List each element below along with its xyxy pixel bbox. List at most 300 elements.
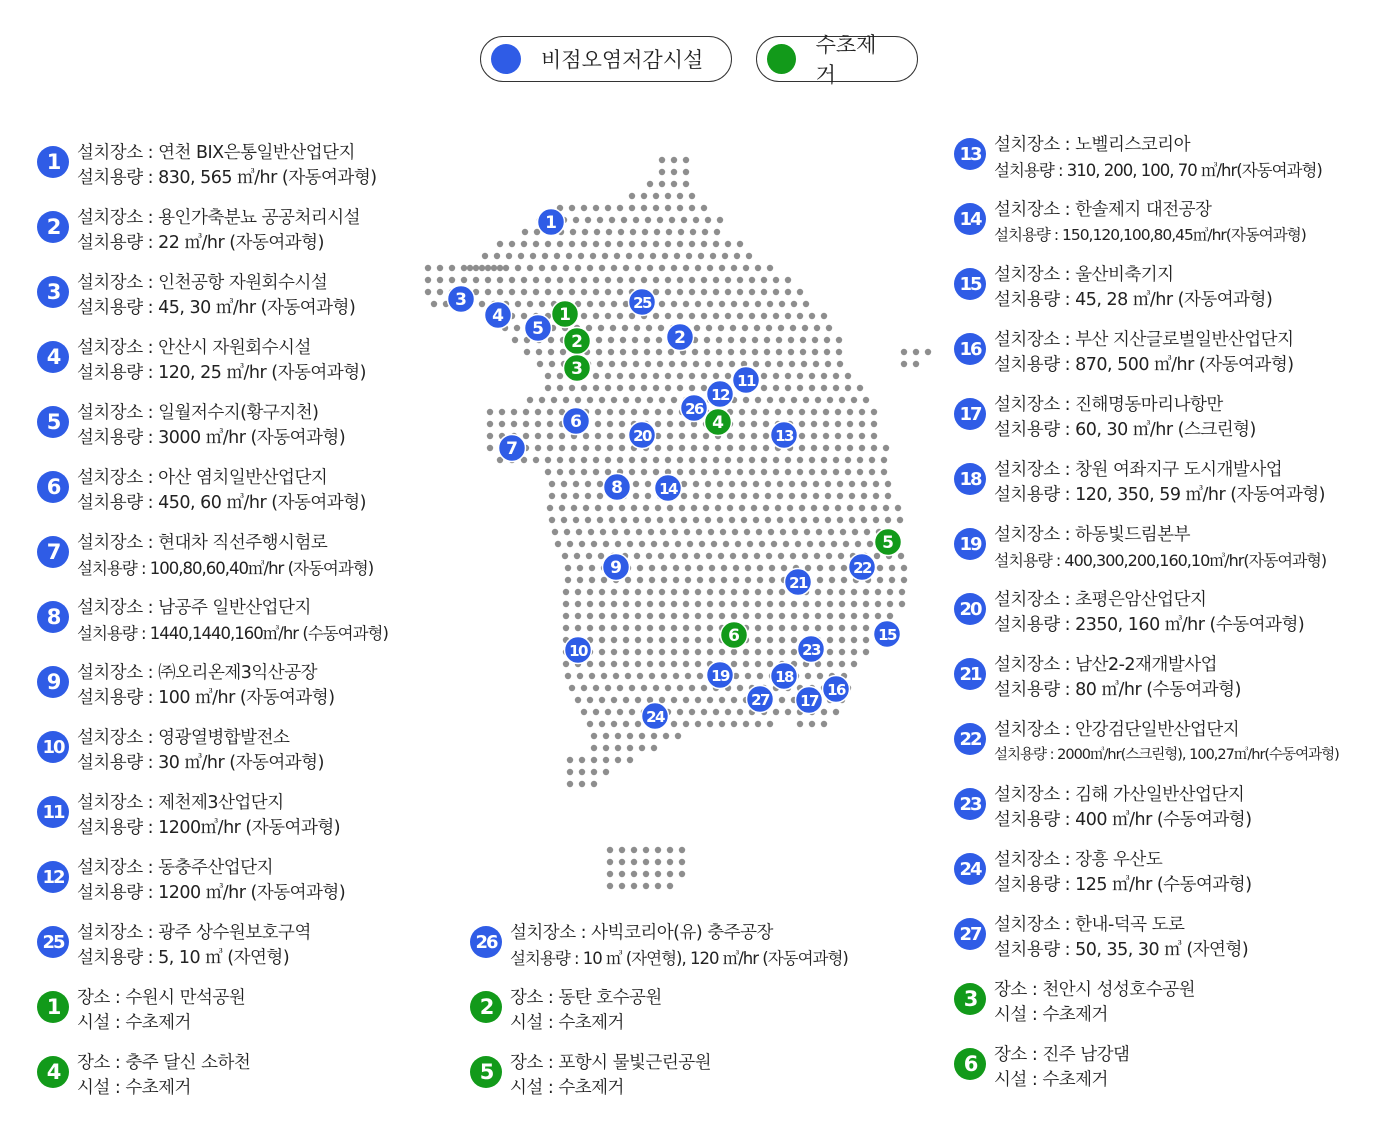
map-dot: [570, 229, 576, 235]
map-dot: [581, 469, 587, 475]
map-dot: [597, 481, 603, 487]
map-dot: [755, 301, 761, 307]
map-dot: [623, 721, 629, 727]
map-dot: [697, 565, 703, 571]
map-dot: [521, 277, 527, 283]
map-dot: [803, 301, 809, 307]
map-dot: [837, 481, 843, 487]
map-dot: [901, 565, 907, 571]
map-dot: [485, 265, 491, 271]
map-dot: [635, 697, 641, 703]
map-dot: [611, 721, 617, 727]
marker-label: 12: [711, 386, 729, 404]
map-dot: [719, 589, 725, 595]
map-dot: [597, 493, 603, 499]
map-dot: [653, 385, 659, 391]
map-dot: [653, 457, 659, 463]
entry-number-badge: 4: [37, 341, 69, 373]
map-dot: [835, 409, 841, 415]
entry-capacity: 설치용량 : 400 ㎥/hr (수동여과형): [994, 810, 1252, 830]
entry-place: 설치장소 : 하동빛드림본부: [994, 525, 1190, 545]
map-dot: [595, 421, 601, 427]
entry-number-badge: 18: [954, 463, 986, 495]
map-dot: [705, 361, 711, 367]
map-dot: [655, 883, 661, 889]
map-dot: [728, 349, 734, 355]
map-dot: [617, 385, 623, 391]
map-dot: [587, 613, 593, 619]
map-dot: [763, 445, 769, 451]
entry-number-badge: 19: [954, 528, 986, 560]
map-dot: [746, 253, 752, 259]
map-dot: [701, 373, 707, 379]
map-dot: [669, 217, 675, 223]
map-dot: [693, 481, 699, 487]
map-dot: [775, 409, 781, 415]
map-dot: [637, 577, 643, 583]
marker-label: 4: [492, 306, 504, 326]
map-dot: [703, 445, 709, 451]
map-dot: [629, 709, 635, 715]
map-dot: [629, 205, 635, 211]
map-dot: [563, 613, 569, 619]
entry-facility: 시설 : 수초제거: [510, 1078, 624, 1098]
map-dot: [655, 847, 661, 853]
map-dot: [851, 649, 857, 655]
map-dot: [621, 361, 627, 367]
map-dot: [689, 241, 695, 247]
map-dot: [667, 433, 673, 439]
map-dot: [821, 721, 827, 727]
map-dot: [689, 193, 695, 199]
map-dot: [871, 409, 877, 415]
map-dot: [825, 517, 831, 523]
map-dot: [767, 397, 773, 403]
map-dot: [779, 613, 785, 619]
map-dot: [776, 349, 782, 355]
map-dot: [755, 649, 761, 655]
map-dot: [671, 157, 677, 163]
entry-number-badge: 21: [954, 658, 986, 690]
map-dot: [623, 661, 629, 667]
map-dot: [679, 433, 685, 439]
map-dot: [535, 433, 541, 439]
map-dot: [783, 541, 789, 547]
map-dot: [773, 289, 779, 295]
map-dot: [913, 361, 919, 367]
map-dot: [575, 697, 581, 703]
map-dot: [777, 493, 783, 499]
map-dot: [603, 745, 609, 751]
map-dot: [725, 289, 731, 295]
map-dot: [659, 157, 665, 163]
map-dot: [623, 649, 629, 655]
map-dot: [561, 493, 567, 499]
map-dot: [863, 649, 869, 655]
map-dot: [811, 421, 817, 427]
map-dot: [661, 565, 667, 571]
map-dot: [901, 349, 907, 355]
map-dot: [673, 577, 679, 583]
map-dot: [659, 637, 665, 643]
entry-facility: 시설 : 수초제거: [994, 1005, 1108, 1025]
map-dot: [833, 385, 839, 391]
map-dot: [797, 313, 803, 319]
map-dot: [845, 457, 851, 463]
map-dot: [679, 445, 685, 451]
map-dot: [852, 529, 858, 535]
map-dot: [779, 649, 785, 655]
map-dot: [698, 253, 704, 259]
map-dot: [817, 577, 823, 583]
map-dot: [839, 625, 845, 631]
map-dot: [881, 457, 887, 463]
map-dot: [837, 493, 843, 499]
map-dot: [559, 505, 565, 511]
map-dot: [515, 265, 521, 271]
map-dot: [763, 409, 769, 415]
removal-marker: [721, 622, 748, 649]
map-dot: [751, 433, 757, 439]
map-dot: [659, 301, 665, 307]
map-dot: [691, 433, 697, 439]
map-dot: [816, 529, 822, 535]
map-dot: [733, 577, 739, 583]
entry-capacity: 설치용량 : 125 ㎥/hr (수동여과형): [994, 875, 1252, 895]
entry-number-badge: 3: [37, 276, 69, 308]
map-dot: [499, 409, 505, 415]
map-dot: [669, 361, 675, 367]
map-dot: [523, 409, 529, 415]
map-dot: [861, 517, 867, 523]
map-dot: [605, 313, 611, 319]
entry-place: 장소 : 충주 달신 소하천: [77, 1053, 251, 1073]
map-dot: [579, 541, 585, 547]
map-dot: [761, 457, 767, 463]
map-dot: [843, 541, 849, 547]
map-dot: [677, 241, 683, 247]
map-dot: [645, 481, 651, 487]
entry-capacity: 설치용량 : 2000㎥/hr(스크린형), 100,27㎥/hr(수동여과형): [994, 747, 1339, 763]
map-dot: [626, 253, 632, 259]
map-dot: [659, 397, 665, 403]
map-dot: [667, 871, 673, 877]
map-dot: [739, 421, 745, 427]
map-dot: [627, 757, 633, 763]
map-dot: [563, 265, 569, 271]
entry-number-badge: 15: [954, 268, 986, 300]
map-dot: [871, 505, 877, 511]
marker-label: 11: [737, 372, 755, 390]
map-dot: [883, 505, 889, 511]
map-dot: [715, 505, 721, 511]
map-dot: [754, 553, 760, 559]
map-dot: [629, 385, 635, 391]
map-dot: [557, 373, 563, 379]
facility-marker: [667, 324, 694, 351]
map-dot: [527, 265, 533, 271]
map-dot: [565, 577, 571, 583]
map-dot: [713, 277, 719, 283]
entry-number-badge: 24: [954, 853, 986, 885]
map-dot: [727, 445, 733, 451]
map-dot: [731, 601, 737, 607]
map-dot: [901, 361, 907, 367]
map-dot: [599, 613, 605, 619]
map-dot: [743, 601, 749, 607]
map-dot: [849, 493, 855, 499]
map-dot: [683, 265, 689, 271]
map-dot: [827, 589, 833, 595]
map-dot: [655, 409, 661, 415]
map-dot: [673, 673, 679, 679]
map-dot: [694, 553, 700, 559]
map-dot: [847, 433, 853, 439]
map-dot: [561, 517, 567, 523]
map-dot: [581, 289, 587, 295]
entry-capacity: 설치용량 : 2350, 160 ㎥/hr (수동여과형): [994, 615, 1305, 635]
map-dot: [548, 349, 554, 355]
map-dot: [611, 697, 617, 703]
map-dot: [607, 433, 613, 439]
map-dot: [693, 361, 699, 367]
map-dot: [615, 745, 621, 751]
map-dot: [705, 517, 711, 523]
map-dot: [425, 265, 431, 271]
map-dot: [836, 337, 842, 343]
map-dot: [587, 601, 593, 607]
map-dot: [545, 289, 551, 295]
map-dot: [655, 421, 661, 427]
map-dot: [811, 409, 817, 415]
map-dot: [653, 373, 659, 379]
map-dot: [487, 409, 493, 415]
map-dot: [648, 529, 654, 535]
map-dot: [671, 589, 677, 595]
map-dot: [755, 661, 761, 667]
map-dot: [802, 325, 808, 331]
map-dot: [653, 241, 659, 247]
map-dot: [754, 325, 760, 331]
map-dot: [737, 277, 743, 283]
map-dot: [672, 529, 678, 535]
map-dot: [730, 553, 736, 559]
map-dot: [487, 421, 493, 427]
map-dot: [623, 625, 629, 631]
map-dot: [701, 313, 707, 319]
map-dot: [535, 421, 541, 427]
map-dot: [829, 565, 835, 571]
map-dot: [823, 421, 829, 427]
map-dot: [548, 337, 554, 343]
map-dot: [605, 205, 611, 211]
map-dot: [615, 757, 621, 763]
map-dot: [613, 673, 619, 679]
map-dot: [665, 277, 671, 283]
map-dot: [790, 553, 796, 559]
map-dot: [659, 625, 665, 631]
map-dot: [599, 721, 605, 727]
map-dot: [811, 445, 817, 451]
map-dot: [635, 601, 641, 607]
map-dot: [630, 229, 636, 235]
map-dot: [593, 457, 599, 463]
entry-number-badge: 5: [37, 406, 69, 438]
map-dot: [814, 325, 820, 331]
map-dot: [779, 589, 785, 595]
map-dot: [667, 409, 673, 415]
map-dot: [821, 709, 827, 715]
map-dot: [899, 589, 905, 595]
map-dot: [533, 277, 539, 283]
entry-number-badge: 22: [954, 723, 986, 755]
map-dot: [789, 493, 795, 499]
map-dot: [599, 589, 605, 595]
map-dot: [742, 553, 748, 559]
map-dot: [635, 589, 641, 595]
map-dot: [671, 661, 677, 667]
map-dot: [721, 565, 727, 571]
map-dot: [671, 397, 677, 403]
map-dot: [839, 661, 845, 667]
map-dot: [549, 517, 555, 523]
map-dot: [671, 637, 677, 643]
entry-number-badge: 12: [37, 861, 69, 893]
map-dot: [655, 505, 661, 511]
map-dot: [582, 229, 588, 235]
map-dot: [813, 493, 819, 499]
map-dot: [667, 847, 673, 853]
entry-place: 설치장소 : 진해명동마리나항만: [994, 395, 1223, 415]
entry-number-badge: 1: [37, 991, 69, 1023]
map-dot: [576, 529, 582, 535]
facility-marker: [604, 474, 631, 501]
map-dot: [557, 457, 563, 463]
map-dot: [812, 337, 818, 343]
map-dot: [487, 433, 493, 439]
map-dot: [595, 433, 601, 439]
map-dot: [761, 289, 767, 295]
map-dot: [671, 601, 677, 607]
map-dot: [720, 529, 726, 535]
map-dot: [827, 661, 833, 667]
marker-label: 15: [878, 626, 896, 644]
map-dot: [913, 349, 919, 355]
map-dot: [743, 265, 749, 271]
entry-number-badge: 17: [954, 398, 986, 430]
map-dot: [689, 457, 695, 463]
map-dot: [703, 433, 709, 439]
map-dot: [689, 385, 695, 391]
map-dot: [681, 517, 687, 523]
map-dot: [859, 505, 865, 511]
map-dot: [781, 565, 787, 571]
map-dot: [767, 265, 773, 271]
map-dot: [874, 553, 880, 559]
entry-capacity: 설치용량 : 120, 25 ㎥/hr (자동여과형): [77, 363, 366, 383]
map-dot: [533, 241, 539, 247]
map-dot: [677, 205, 683, 211]
map-dot: [861, 481, 867, 487]
map-dot: [581, 457, 587, 463]
map-dot: [817, 565, 823, 571]
entry-capacity: 설치용량 : 80 ㎥/hr (수동여과형): [994, 680, 1241, 700]
map-dot: [753, 493, 759, 499]
map-dot: [815, 625, 821, 631]
entry-place: 설치장소 : 남공주 일반산업단지: [77, 598, 311, 618]
map-dot: [671, 625, 677, 631]
map-dot: [779, 397, 785, 403]
map-dot: [594, 229, 600, 235]
map-dot: [719, 721, 725, 727]
map-dot: [659, 265, 665, 271]
map-dot: [766, 325, 772, 331]
map-dot: [901, 577, 907, 583]
map-dot: [785, 289, 791, 295]
map-dot: [707, 301, 713, 307]
map-dot: [612, 529, 618, 535]
map-dot: [743, 589, 749, 595]
marker-label: 6: [728, 626, 740, 646]
map-dot: [657, 361, 663, 367]
entry-number-badge: 16: [954, 333, 986, 365]
map-dot: [713, 709, 719, 715]
map-dot: [658, 325, 664, 331]
entry-number-badge: 13: [954, 138, 986, 170]
map-dot: [863, 397, 869, 403]
map-dot: [600, 529, 606, 535]
map-dot: [690, 229, 696, 235]
map-dot: [859, 445, 865, 451]
map-dot: [571, 505, 577, 511]
map-dot: [857, 385, 863, 391]
map-dot: [742, 325, 748, 331]
map-dot: [739, 433, 745, 439]
map-dot: [791, 625, 797, 631]
map-dot: [461, 277, 467, 283]
map-dot: [667, 505, 673, 511]
map-dot: [515, 301, 521, 307]
map-dot: [838, 553, 844, 559]
map-dot: [887, 613, 893, 619]
marker-label: 23: [802, 641, 820, 659]
map-dot: [655, 445, 661, 451]
entry-capacity: 설치용량 : 45, 30 ㎥/hr (자동여과형): [77, 298, 356, 318]
map-dot: [749, 313, 755, 319]
map-dot: [861, 493, 867, 499]
map-dot: [873, 481, 879, 487]
map-dot: [737, 469, 743, 475]
map-dot: [620, 349, 626, 355]
map-dot: [707, 625, 713, 631]
map-dot: [657, 517, 663, 523]
map-dot: [895, 505, 901, 511]
map-dot: [581, 709, 587, 715]
map-dot: [755, 265, 761, 271]
map-dot: [607, 505, 613, 511]
entry-capacity: 설치용량 : 1440,1440,160㎥/hr (수동여과형): [77, 624, 388, 643]
map-dot: [737, 709, 743, 715]
map-dot: [718, 325, 724, 331]
entry-number-badge: 7: [37, 536, 69, 568]
map-dot: [790, 325, 796, 331]
entry-place: 설치장소 : 동충주산업단지: [77, 858, 273, 878]
map-dot: [635, 661, 641, 667]
marker-label: 14: [659, 480, 677, 498]
map-dot: [719, 265, 725, 271]
map-dot: [657, 217, 663, 223]
map-dot: [569, 469, 575, 475]
